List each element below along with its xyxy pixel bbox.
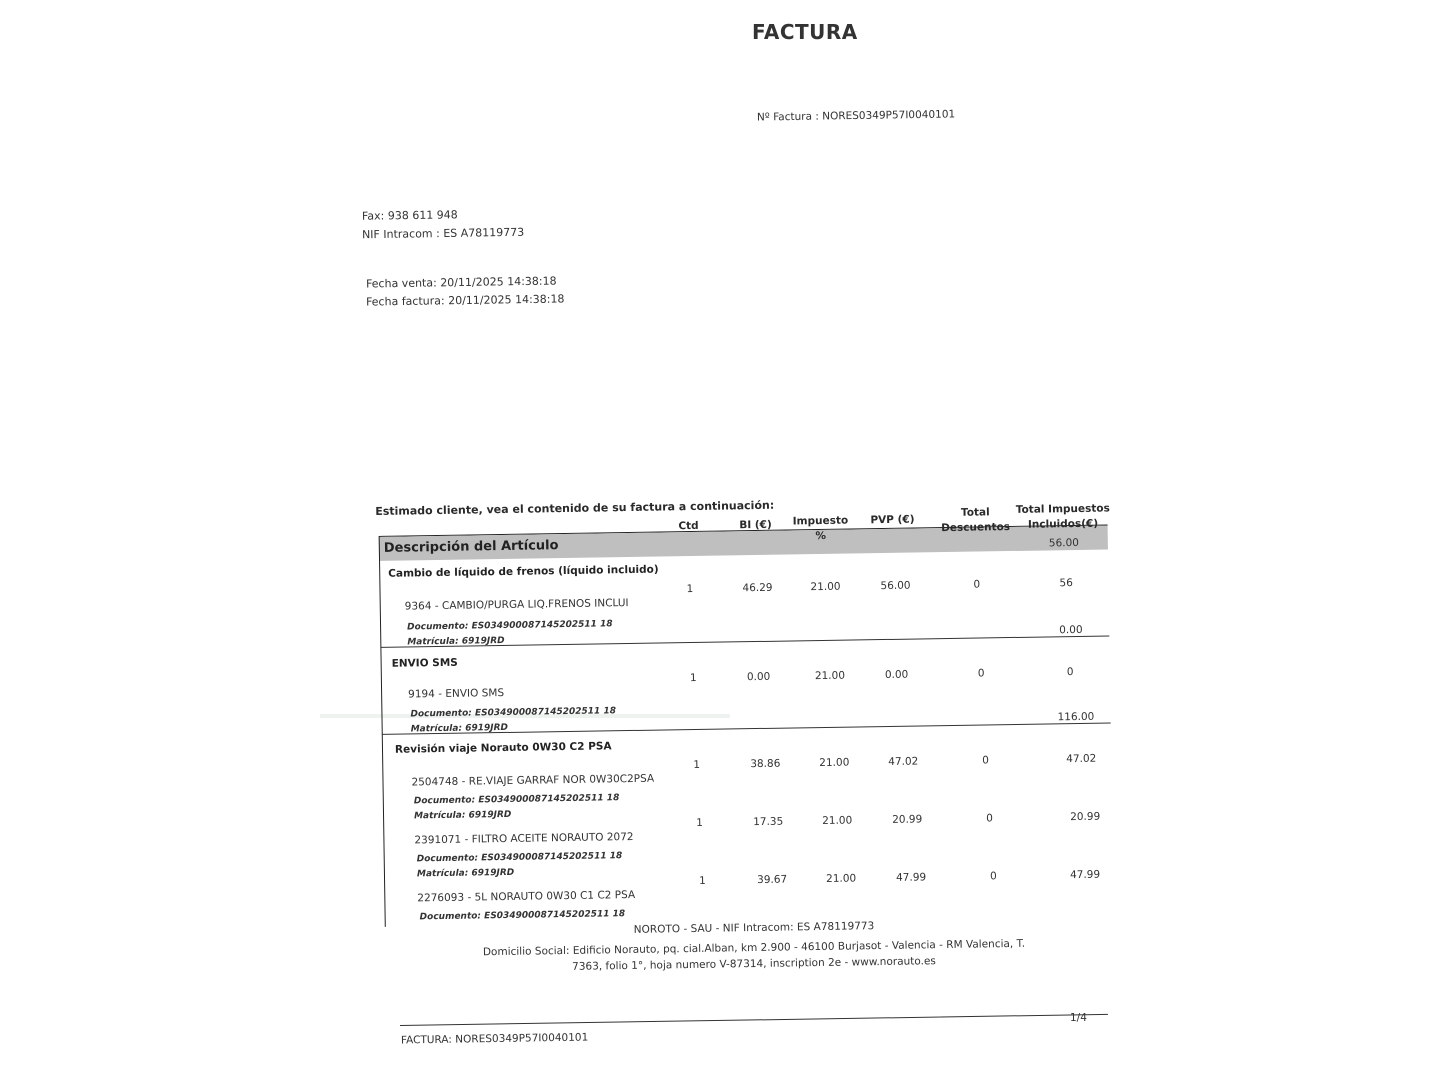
footer-company: NOROTO - SAU - NIF Intracom: ES A78119773 — [633, 920, 875, 936]
item-impuesto: 21.00 — [819, 756, 850, 770]
item-ctd: 1 — [686, 583, 694, 596]
table-left-border — [379, 537, 386, 927]
group-title: Revisión viaje Norauto 0W30 C2 PSA — [394, 740, 612, 756]
item-bi: 17.35 — [753, 815, 784, 829]
item-matricula: Matrícula: 6919JRD — [416, 867, 515, 880]
item-descuentos: 0 — [977, 667, 985, 680]
item-pvp: 56.00 — [880, 579, 911, 593]
header-impuesto: Impuesto % — [792, 514, 849, 543]
item-impuesto: 21.00 — [814, 669, 846, 683]
header-descuentos: Total Descuentos — [941, 506, 1011, 535]
item-code: 2504748 - RE.VIAJE GARRAF NOR 0W30C2PSA — [411, 772, 655, 789]
footer-address: Domicilio Social: Edificio Norauto, pq. cial.Alban, km 2.900 - 46100 Burjasot - Valencia - RM Valencia, T. — [482, 937, 1026, 959]
item-total: 56 — [1059, 577, 1073, 590]
footer-invoice-ref: FACTURA: NORES0349P57I0040101 — [400, 1031, 589, 1047]
item-documento: Documento: ES034900087145202511 18 — [410, 706, 617, 720]
item-bi: 39.67 — [757, 873, 788, 887]
item-impuesto: 21.00 — [822, 814, 853, 828]
item-matricula: Matrícula: 6919JRD — [410, 722, 509, 735]
header-ctd: Ctd — [678, 519, 699, 533]
group-title: ENVIO SMS — [391, 656, 458, 670]
item-ctd: 1 — [693, 758, 701, 772]
item-ctd: 1 — [689, 671, 697, 685]
item-documento: Documento: ES034900087145202511 18 — [416, 851, 623, 865]
header-descripcion: Descripción del Artículo — [383, 538, 559, 556]
item-documento: Documento: ES034900087145202511 18 — [407, 619, 613, 633]
item-total: 47.02 — [1066, 752, 1097, 766]
fecha-venta: Fecha venta: 20/11/2025 14:38:18 — [365, 274, 557, 291]
page-number: 1/4 — [1070, 1012, 1087, 1024]
group-title: Cambio de líquido de frenos (líquido incluido) — [388, 563, 659, 580]
item-ctd: 1 — [696, 816, 703, 829]
item-total: 47.99 — [1069, 868, 1101, 882]
item-descuentos: 0 — [989, 870, 997, 883]
item-descuentos: 0 — [982, 754, 990, 767]
item-pvp: 47.02 — [888, 755, 919, 768]
item-bi: 46.29 — [742, 581, 773, 595]
item-pvp: 47.99 — [895, 871, 927, 884]
footer-registry: 7363, folio 1°, hoja numero V-87314, inscription 2e - www.norauto.es — [572, 955, 936, 973]
item-ctd: 1 — [699, 874, 706, 887]
intro-text: Estimado cliente, vea el contenido de su factura a continuación: — [375, 498, 775, 518]
item-total: 20.99 — [1070, 810, 1101, 824]
item-code: 9364 - CAMBIO/PURGA LIQ.FRENOS INCLUI — [404, 597, 629, 613]
item-documento: Documento: ES034900087145202511 18 — [413, 793, 620, 807]
invoice-table — [375, 483, 1122, 935]
item-pvp: 20.99 — [892, 813, 923, 826]
fax: Fax: 938 611 948 — [361, 208, 458, 223]
item-pvp: 0.00 — [884, 668, 909, 682]
header-pvp: PVP (€) — [870, 513, 915, 527]
item-matricula: Matrícula: 6919JRD — [413, 809, 512, 822]
invoice-number: Nº Factura : NORES0349P57I0040101 — [756, 108, 956, 124]
item-bi: 38.86 — [750, 757, 781, 771]
item-code: 9194 - ENVIO SMS — [408, 686, 505, 701]
fecha-factura: Fecha factura: 20/11/2025 14:38:18 — [365, 292, 565, 309]
group-subtotal: 0.00 — [1059, 623, 1083, 637]
header-total: Total Impuestos Incluidos(€) — [1015, 502, 1110, 531]
nif: NIF Intracom : ES A78119773 — [361, 225, 525, 242]
footer-rule — [400, 1014, 1108, 1026]
item-descuentos: 0 — [986, 812, 993, 825]
item-descuentos: 0 — [973, 578, 981, 591]
group-subtotal: 56.00 — [1048, 536, 1079, 550]
item-code: 2391071 - FILTRO ACEITE NORAUTO 2072 — [414, 830, 634, 847]
group-subtotal: 116.00 — [1057, 710, 1095, 724]
item-code: 2276093 - 5L NORAUTO 0W30 C1 C2 PSA — [417, 888, 636, 905]
item-matricula: Matrícula: 6919JRD — [407, 635, 505, 648]
document-title: FACTURA — [752, 20, 858, 44]
item-impuesto: 21.00 — [825, 872, 857, 885]
header-bi: BI (€) — [739, 518, 772, 532]
item-documento: Documento: ES034900087145202511 18 — [419, 909, 626, 923]
item-bi: 0.00 — [746, 670, 771, 684]
item-impuesto: 21.00 — [810, 580, 841, 594]
item-total: 0 — [1066, 666, 1074, 679]
